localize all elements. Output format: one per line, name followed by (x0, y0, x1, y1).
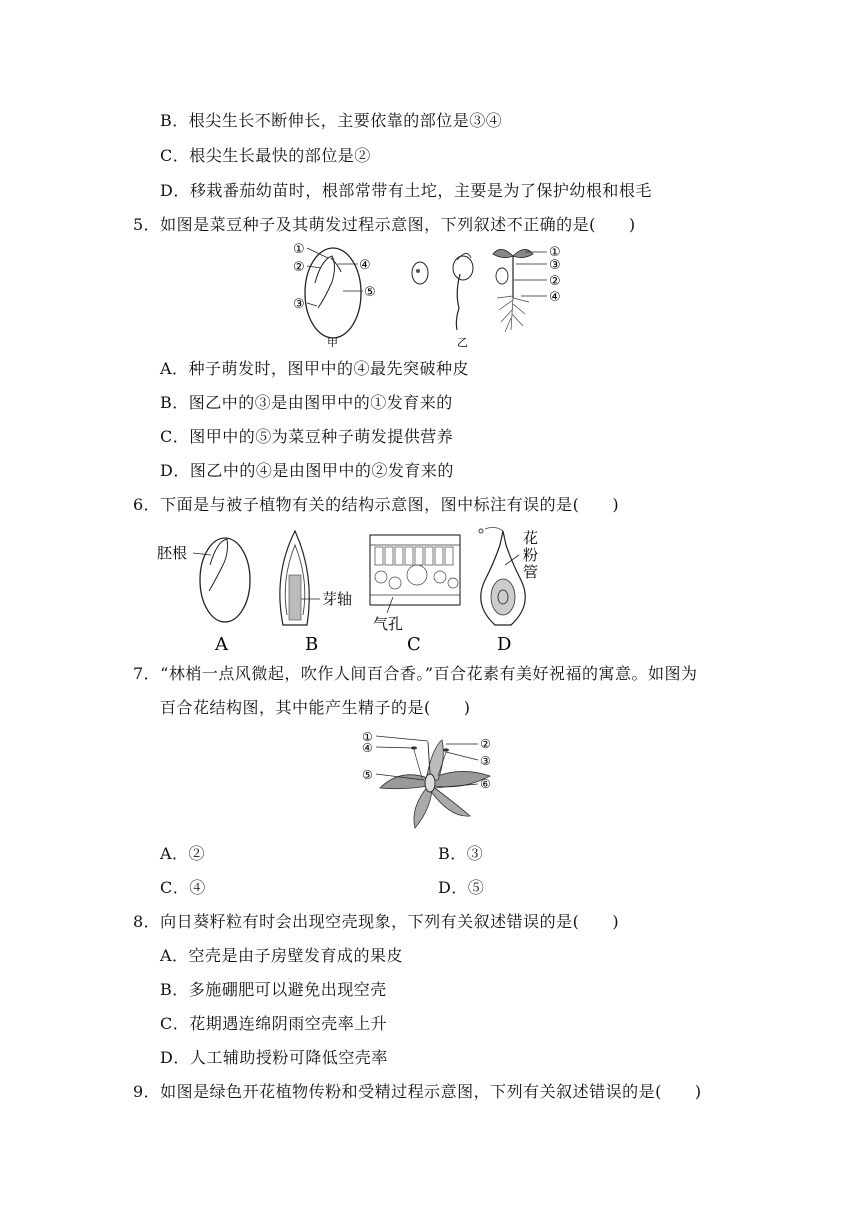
q7-label-1: ① (362, 730, 373, 744)
q8-option-c[interactable]: C．花期遇连绵阴雨空壳率上升 (160, 1014, 388, 1033)
q5-label-1: ① (293, 242, 305, 257)
q7-stem-line-2: 百合花结构图，其中能产生精子的是( ) (160, 698, 471, 717)
q7-figure-lily (360, 728, 510, 830)
q5-label-r4: ④ (549, 290, 561, 305)
q5-stem: 5．如图是菜豆种子及其萌发过程示意图，下列叙述不正确的是( ) (133, 215, 636, 234)
q5-label-jia: 甲 (327, 336, 338, 349)
q5-label-2: ② (293, 260, 305, 275)
q5-label-r1: ① (549, 245, 561, 260)
q5-label-5: ⑤ (364, 285, 376, 300)
q6-letter-c: C (407, 634, 421, 655)
q6-figure-structures (155, 525, 555, 655)
q6-label-guan: 管 (523, 563, 539, 581)
q8-option-d[interactable]: D．人工辅助授粉可降低空壳率 (160, 1048, 388, 1067)
q5-label-4: ④ (359, 258, 371, 273)
q5-option-b[interactable]: B．图乙中的③是由图甲中的①发育来的 (160, 393, 453, 412)
q7-label-5: ⑤ (362, 768, 373, 782)
q7-label-3: ③ (480, 754, 491, 768)
q8-option-a[interactable]: A．空壳是由子房壁发育成的果皮 (160, 946, 404, 965)
q5-option-d[interactable]: D．图乙中的④是由图甲中的②发育来的 (160, 461, 454, 480)
q5-label-yi: 乙 (457, 336, 468, 349)
q5-figure-bean-seed (285, 238, 605, 350)
q8-option-b[interactable]: B．多施硼肥可以避免出现空壳 (160, 980, 387, 999)
q7-label-2: ② (480, 737, 491, 751)
q6-letter-b: B (305, 634, 319, 655)
q6-label-peigen: 胚根 (157, 544, 188, 562)
q6-label-hua: 花 (523, 529, 539, 547)
q6-stem: 6．下面是与被子植物有关的结构示意图，图中标注有误的是( ) (133, 495, 620, 514)
q7-option-d[interactable]: D．⑤ (438, 878, 485, 897)
q7-label-4: ④ (362, 741, 373, 755)
q6-label-yazhou: 芽轴 (322, 590, 353, 608)
q7-option-b[interactable]: B．③ (438, 844, 484, 863)
q4-option-d[interactable]: D．移栽番茄幼苗时，根部常带有土坨，主要是为了保护幼根和根毛 (160, 181, 652, 200)
q6-label-qikong: 气孔 (373, 615, 404, 633)
q7-label-6: ⑥ (480, 777, 491, 791)
q8-stem: 8．向日葵籽粒有时会出现空壳现象，下列有关叙述错误的是( ) (133, 912, 620, 931)
q7-option-c[interactable]: C．④ (160, 878, 206, 897)
q7-option-a[interactable]: A．② (160, 844, 206, 863)
q4-option-c[interactable]: C．根尖生长最快的部位是② (160, 146, 371, 165)
q6-label-fen: 粉 (523, 546, 539, 564)
q4-option-b[interactable]: B．根尖生长不断伸长，主要依靠的部位是③④ (160, 111, 503, 130)
q9-stem: 9．如图是绿色开花植物传粉和受精过程示意图，下列有关叙述错误的是( ) (133, 1082, 702, 1101)
q5-label-3: ③ (293, 297, 305, 312)
q6-letter-a: A (215, 634, 228, 655)
q7-stem-line-1: 7．“林梢一点风微起，吹作人间百合香。”百合花素有美好祝福的寓意。如图为 (133, 664, 698, 683)
q6-letter-d: D (497, 634, 512, 655)
q5-option-c[interactable]: C．图甲中的⑤为菜豆种子萌发提供营养 (160, 427, 454, 446)
q5-label-r2: ② (549, 274, 561, 289)
q5-option-a[interactable]: A．种子萌发时，图甲中的④最先突破种皮 (160, 359, 470, 378)
q5-label-r3: ③ (549, 258, 561, 273)
